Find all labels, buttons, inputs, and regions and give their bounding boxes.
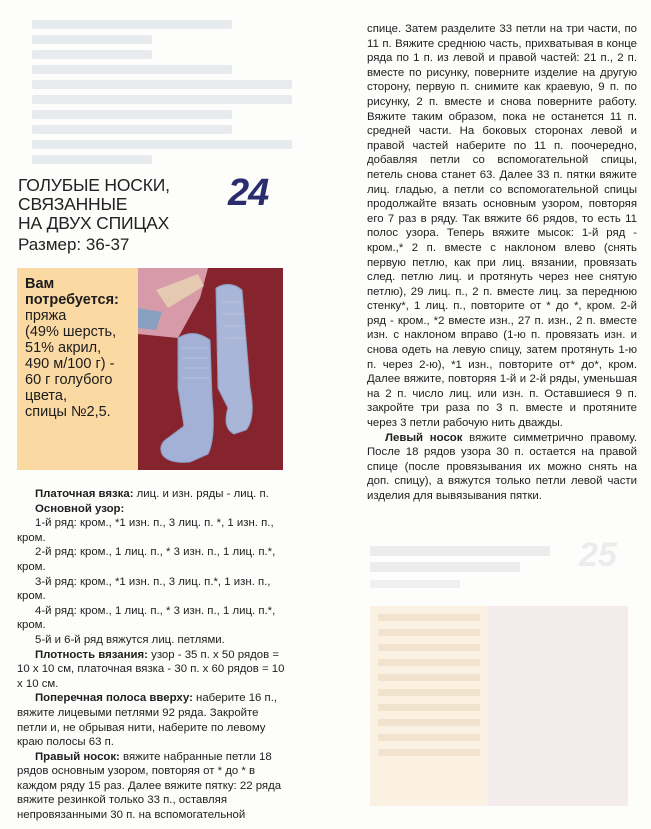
- bold-label: Поперечная полоса вверху:: [35, 692, 193, 705]
- bold-label: Плотность вязания:: [35, 648, 148, 661]
- materials-text: [25, 276, 145, 420]
- materials-line-7: спицы №2,5.: [25, 404, 111, 420]
- paragraph-text: узор - 35 п. x 50 рядов = 10 x 10 см, платочная вязка - 30 п. x 60 рядов = 10 x 10 см.: [17, 648, 285, 690]
- paragraph: [17, 487, 289, 502]
- pattern-number: 24: [228, 172, 269, 214]
- socks-illustration: [138, 268, 283, 470]
- faded-photo: [488, 606, 628, 806]
- materials-line-3: 51% акрил,: [25, 340, 102, 356]
- bold-label: Платочная вязка:: [35, 488, 134, 500]
- paragraph: спице. Затем разделите 33 петли на три части, по 11 п. Вяжите среднюю часть, прихватывая в конце ряда по 1 п. из левой и правой частей: 21 п., 2 п. вместе по рисунку, поверните изделие на другую сторону, первую п. снимите как краевую, 9 п. по рисунку, 2 п. вместе и снова поверните работу. Вяжите таким образом, пока не останется 11 п. средней части. На боковых сторонах левой и правой частей наберите по 11 п. поочередно, добавляя петли со вспомогательной спицы, петель снова станет 63. Далее 33 п. пятки вяжите лиц. гладью, а петли со вспомогательной спицы продолжайте вязать основным узором, повторяя его 7 раз в ряду. Так вяжите 66 рядов, то есть 11 полос узора. Теперь вяжите мысок: 1-й ряд - кром.,* 2 п. вместе с наклоном влево (снять первую петлю, как при лиц. вязании, провязать след. петлю лиц. и протянуть через нее снятую петлю), 29 лиц. п., 2 п. вместе лиц. за переднюю стенку*, 1 лиц. п., повторите от * до *, кром. 2-й ряд - кром., *2 вместе изн., 27 п. изн., 2 п. вместе изн. с наклоном вправо (1-ю п. провязать изн. и снова одеть на левую спицу, затем протянуть 1-ю п. через 2-ю), *1 изн., повторите от* до*, кром. Далее вяжите, повторяя 1-й и 2-й ряды, уменьшая на 2 п. число лиц. или изн. п. Оставшиеся 9 п. закройте три раза по 3 п. вместе и протяните через 3 петли рабочую нить дважды.: [367, 23, 637, 430]
- paragraph: [17, 648, 289, 692]
- faded-text-area: [12, 14, 342, 154]
- paragraph: [17, 691, 289, 749]
- paragraph: [17, 502, 289, 517]
- paragraph-text: вяжите набранные петли 18 рядов основным узором, повторяя от * до * в каждом ряду 15 раз. Далее вяжите пятку: 22 ряда вяжите резинкой только 33 п., оставляя непровязанными 30 п. на вспомогательной: [17, 750, 282, 822]
- materials-heading-2: потребуется:: [25, 292, 119, 308]
- paragraph: 3-й ряд: кром., *1 изн. п., 3 лиц. п.*, 1 изн. п., кром.: [17, 575, 271, 603]
- next-pattern-faded: [366, 528, 636, 828]
- socks-photo: [138, 268, 283, 470]
- materials-line-6: цвета,: [25, 388, 67, 404]
- paragraph: [367, 431, 637, 504]
- paragraph: 2-й ряд: кром., 1 лиц. п., * 3 изн. п., 1 лиц. п.*, кром.: [17, 546, 276, 573]
- title-line-2: СВЯЗАННЫЕ: [18, 194, 128, 214]
- bold-label: Правый носок:: [35, 750, 120, 763]
- paragraph: 4-й ряд: кром., 1 лиц. п., * 3 изн. п., 1 лиц. п.*, кром.: [17, 604, 276, 632]
- left-column-text: [17, 487, 289, 823]
- materials-line-4: 490 м/100 г) -: [25, 356, 115, 372]
- left-sock-shape: [161, 333, 213, 462]
- faded-title: [370, 542, 570, 588]
- materials-line-5: 60 г голубого: [25, 372, 113, 388]
- next-pattern-number: 25: [579, 536, 617, 574]
- paragraph-text: наберите 16 п., вяжите лицевыми петлями 92 ряда. Закройте петли и, не обрывая нити, наберите по левому краю полосы 63 п.: [17, 692, 278, 749]
- paragraph: 5-й и 6-й ряд вяжутся лиц. петлями.: [35, 633, 225, 646]
- materials-line-1: пряжа: [25, 308, 67, 324]
- bold-label: Основной узор:: [35, 502, 125, 515]
- title-line-3: НА ДВУХ СПИЦАХ: [18, 213, 170, 233]
- title-line-1: ГОЛУБЫЕ НОСКИ,: [18, 175, 170, 195]
- size-label: Размер: 36-37: [18, 235, 130, 254]
- faded-materials-box: [370, 606, 488, 806]
- paragraph: [17, 750, 289, 823]
- paragraph-text: вяжите симметрично правому. После 18 рядов узора 30 п. остается на правой спице (после провязывания их можно снять на доп. спицу), а вяжутся только петли левой части изделия для вывязывания пятки.: [367, 431, 637, 502]
- materials-line-2: (49% шерсть,: [25, 324, 117, 340]
- paragraph: 1-й ряд: кром., *1 изн. п., 3 лиц. п. *, 1 изн. п., кром.: [17, 517, 274, 544]
- right-sock-shape: [216, 284, 252, 434]
- pattern-title: [18, 176, 258, 255]
- bold-label: Левый носок: [385, 431, 463, 444]
- materials-heading-1: Вам: [25, 276, 55, 292]
- right-column-text: [367, 22, 637, 504]
- paragraph-text: лиц. и изн. ряды - лиц. п.: [133, 488, 269, 500]
